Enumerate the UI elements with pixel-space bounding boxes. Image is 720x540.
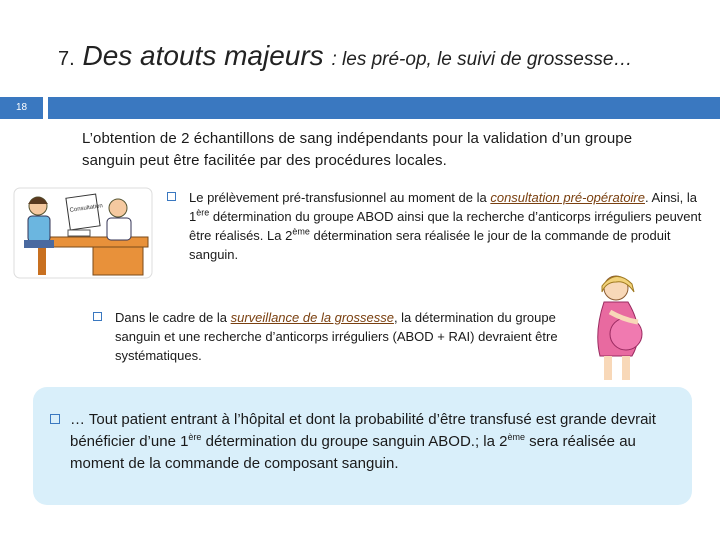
consultation-note-label: Consultation	[69, 203, 104, 214]
pregnant-woman-illustration	[580, 272, 656, 384]
checkbox-bullet-icon	[167, 192, 176, 201]
header-bar	[0, 97, 720, 119]
bullet-hospital	[50, 409, 685, 475]
bullet-preop	[167, 188, 702, 264]
bullet-pregnancy	[93, 308, 573, 365]
bullet-preop-text: Le prélèvement pré-transfusionnel au moment de la consultation pré-opératoire. Ainsi, la 1ère détermination du groupe ABOD ainsi que la recherche d’anticorps irréguliers peuvent être réalisés. La 2ème détermination sera réalisée le jour de la commande de produit sanguin.	[189, 190, 702, 262]
intro-paragraph: L’obtention de 2 échantillons de sang indépendants pour la validation d’un groupe sanguin peut être facilitée par des procédures locales.	[82, 130, 633, 169]
preop-emphasis: consultation pré-opératoire	[490, 190, 645, 205]
checkbox-bullet-icon	[93, 312, 102, 321]
office-consultation-illustration	[8, 182, 156, 282]
bullet-pregnancy-text: Dans le cadre de la surveillance de la grossesse, la détermination du groupe sanguin et une recherche d’anticorps irréguliers (ABOD + RAI) devraient être systématiques.	[115, 310, 558, 363]
header-rule	[48, 97, 720, 119]
bullet-hospital-text: … Tout patient entrant à l’hôpital et dont la probabilité d’être transfusé est grande devrait bénéficier d’une 1ère détermination du groupe sanguin ABOD.; la 2ème sera réalisée au moment de la commande de composant sanguin.	[70, 411, 656, 472]
slide-title	[58, 40, 632, 72]
section-number: 7.	[58, 48, 75, 70]
pregnancy-emphasis: surveillance de la grossesse	[230, 310, 394, 325]
checkbox-bullet-icon	[50, 414, 60, 424]
title-subtitle: : les pré-op, le suivi de grossesse…	[331, 49, 633, 70]
title-main: Des atouts majeurs	[82, 40, 324, 71]
page-number: 18	[0, 97, 43, 119]
